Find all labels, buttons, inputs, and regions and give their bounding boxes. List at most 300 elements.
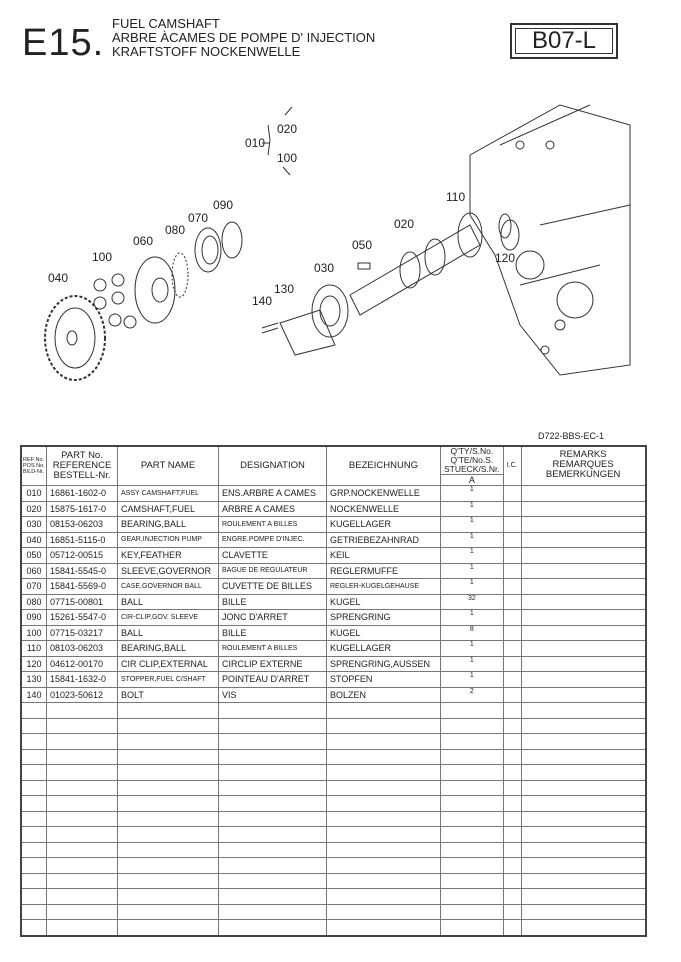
cell-qty: 1 — [441, 610, 504, 626]
cell-ic — [503, 501, 521, 517]
clip-090 — [222, 222, 242, 258]
cell-remarks — [521, 842, 646, 858]
cell-bezeichnung: KUGEL — [327, 594, 441, 610]
cell-part-name — [118, 718, 219, 734]
cell-part-name — [118, 796, 219, 812]
cell-ic — [503, 904, 521, 920]
cell-designation — [219, 920, 327, 936]
cell-ref-no — [21, 703, 47, 719]
cell-remarks — [521, 873, 646, 889]
cell-qty — [441, 873, 504, 889]
cell-qty: 1 — [441, 579, 504, 595]
cell-part-name: BALL — [118, 625, 219, 641]
cell-ref-no — [21, 734, 47, 750]
cell-ref-no — [21, 920, 47, 936]
cell-designation: ROULEMENT A BILLES — [219, 641, 327, 657]
cell-ref-no — [21, 765, 47, 781]
cell-remarks — [521, 749, 646, 765]
cell-part-no — [47, 920, 118, 936]
cell-designation: BILLE — [219, 625, 327, 641]
cell-part-name — [118, 889, 219, 905]
cell-part-name — [118, 765, 219, 781]
callout-100: 100 — [92, 250, 113, 264]
cell-part-name: ASSY CAMSHAFT,FUEL — [118, 486, 219, 502]
cell-ic — [503, 718, 521, 734]
cell-remarks — [521, 827, 646, 843]
cell-qty — [441, 811, 504, 827]
cell-designation: BAGUE DE REGULATEUR — [219, 563, 327, 579]
header-remarks: REMARKS REMARQUES BEMERKUNGEN — [521, 446, 646, 486]
cell-ref-no — [21, 842, 47, 858]
cell-ic — [503, 486, 521, 502]
callout-120: 120 — [495, 251, 516, 265]
cell-ic — [503, 625, 521, 641]
cell-bezeichnung — [327, 796, 441, 812]
cell-part-no — [47, 796, 118, 812]
cell-ref-no: 020 — [21, 501, 47, 517]
empty-table-row — [21, 780, 646, 796]
sleeve-060 — [135, 257, 175, 323]
cell-bezeichnung — [327, 827, 441, 843]
cell-part-no: 15875-1617-0 — [47, 501, 118, 517]
cell-designation — [219, 873, 327, 889]
cell-ref-no — [21, 904, 47, 920]
cell-qty — [441, 749, 504, 765]
cell-remarks — [521, 718, 646, 734]
cell-part-no — [47, 873, 118, 889]
cell-qty: 2 — [441, 687, 504, 703]
cell-designation: ENGRE.POMPE D'INJEC. — [219, 532, 327, 548]
callout-020-top: 020 — [277, 122, 298, 136]
cell-designation — [219, 718, 327, 734]
cell-remarks — [521, 563, 646, 579]
cell-remarks — [521, 641, 646, 657]
cell-remarks — [521, 796, 646, 812]
cell-designation: BILLE — [219, 594, 327, 610]
empty-table-row — [21, 904, 646, 920]
cell-bezeichnung — [327, 858, 441, 874]
cell-qty: 32 — [441, 594, 504, 610]
cell-qty — [441, 765, 504, 781]
drawing-reference: D722-BBS-EC-1 — [538, 431, 605, 441]
cell-ic — [503, 610, 521, 626]
cell-part-name: STOPPER,FUEL C/SHAFT — [118, 672, 219, 688]
cell-ref-no: 140 — [21, 687, 47, 703]
callout-080: 080 — [165, 223, 186, 237]
cell-ref-no — [21, 749, 47, 765]
cell-remarks — [521, 780, 646, 796]
cell-ic — [503, 827, 521, 843]
cell-remarks — [521, 703, 646, 719]
cell-ref-no: 040 — [21, 532, 47, 548]
empty-table-row — [21, 873, 646, 889]
cell-ic — [503, 548, 521, 564]
cell-bezeichnung: GETRIEBEZAHNRAD — [327, 532, 441, 548]
cell-part-name — [118, 858, 219, 874]
cell-designation — [219, 811, 327, 827]
header-qty-column-a: A — [441, 475, 504, 486]
cell-part-no: 15261-5547-0 — [47, 610, 118, 626]
cell-part-name: BALL — [118, 594, 219, 610]
cell-bezeichnung — [327, 765, 441, 781]
cell-ic — [503, 594, 521, 610]
clip-120 — [501, 220, 519, 250]
cell-part-no — [47, 904, 118, 920]
table-row — [21, 625, 646, 641]
cell-part-name — [118, 904, 219, 920]
cell-designation — [219, 858, 327, 874]
table-row — [21, 579, 646, 595]
cell-part-no — [47, 858, 118, 874]
empty-table-row — [21, 827, 646, 843]
callout-060: 060 — [133, 234, 154, 248]
cell-remarks — [521, 656, 646, 672]
cell-ref-no: 030 — [21, 517, 47, 533]
cell-remarks — [521, 734, 646, 750]
cell-ref-no: 070 — [21, 579, 47, 595]
table-row — [21, 563, 646, 579]
cell-part-no — [47, 811, 118, 827]
cell-remarks — [521, 594, 646, 610]
cell-qty: 1 — [441, 656, 504, 672]
cell-qty — [441, 920, 504, 936]
cell-ref-no: 090 — [21, 610, 47, 626]
table-row — [21, 687, 646, 703]
cell-bezeichnung — [327, 780, 441, 796]
page-code-box: B07-L — [510, 23, 618, 59]
empty-table-row — [21, 796, 646, 812]
title-en: FUEL CAMSHAFT — [112, 16, 220, 31]
cell-qty — [441, 734, 504, 750]
cell-designation — [219, 889, 327, 905]
cell-remarks — [521, 765, 646, 781]
cell-part-name — [118, 827, 219, 843]
cell-qty: 1 — [441, 563, 504, 579]
empty-table-row — [21, 703, 646, 719]
cell-bezeichnung: REGLER-KUGELGEHAUSE — [327, 579, 441, 595]
cell-remarks — [521, 486, 646, 502]
title-fr: ARBRE ÀCAMES DE POMPE D' INJECTION — [112, 30, 376, 45]
table-row — [21, 532, 646, 548]
cell-ref-no — [21, 873, 47, 889]
engine-block — [470, 105, 630, 375]
parts-table — [20, 445, 647, 937]
cell-remarks — [521, 532, 646, 548]
callout-010: 010 — [245, 136, 266, 150]
cell-part-no — [47, 765, 118, 781]
cell-ref-no: 050 — [21, 548, 47, 564]
cell-bezeichnung — [327, 889, 441, 905]
cell-ref-no — [21, 796, 47, 812]
empty-table-row — [21, 749, 646, 765]
callout-090: 090 — [213, 198, 234, 212]
empty-table-row — [21, 920, 646, 936]
table-row — [21, 672, 646, 688]
section-titles — [112, 17, 375, 59]
cell-part-name — [118, 780, 219, 796]
cell-qty: 1 — [441, 486, 504, 502]
cell-bezeichnung: KUGELLAGER — [327, 641, 441, 657]
cell-bezeichnung — [327, 734, 441, 750]
cell-ref-no: 120 — [21, 656, 47, 672]
cell-part-name — [118, 749, 219, 765]
cell-ref-no — [21, 889, 47, 905]
cell-part-no — [47, 734, 118, 750]
cell-designation — [219, 780, 327, 796]
cell-part-no: 07715-00801 — [47, 594, 118, 610]
cell-part-name: BOLT — [118, 687, 219, 703]
cell-ic — [503, 579, 521, 595]
cell-ref-no — [21, 858, 47, 874]
cell-designation: CIRCLIP EXTERNE — [219, 656, 327, 672]
cell-ref-no: 010 — [21, 486, 47, 502]
table-row — [21, 641, 646, 657]
cell-designation: ARBRE A CAMES — [219, 501, 327, 517]
cell-remarks — [521, 889, 646, 905]
gear-040 — [45, 296, 105, 380]
cell-bezeichnung: KUGELLAGER — [327, 517, 441, 533]
cell-ic — [503, 796, 521, 812]
empty-table-row — [21, 858, 646, 874]
cell-part-no: 08103-06203 — [47, 641, 118, 657]
cell-ic — [503, 858, 521, 874]
cell-part-name: KEY,FEATHER — [118, 548, 219, 564]
cell-designation — [219, 734, 327, 750]
header-qty: Q'TY/S.No. Q'TE/No.S. STUECK/S.Nr. — [441, 446, 504, 475]
cell-ic — [503, 703, 521, 719]
cell-bezeichnung — [327, 904, 441, 920]
cell-ref-no — [21, 811, 47, 827]
cell-qty — [441, 703, 504, 719]
cell-ic — [503, 656, 521, 672]
cell-ic — [503, 517, 521, 533]
empty-table-row — [21, 718, 646, 734]
cell-ref-no — [21, 780, 47, 796]
cell-bezeichnung — [327, 873, 441, 889]
cell-part-no — [47, 703, 118, 719]
cell-remarks — [521, 548, 646, 564]
cell-part-name: CIR CLIP,EXTERNAL — [118, 656, 219, 672]
section-code: E15. — [22, 22, 105, 64]
cell-remarks — [521, 625, 646, 641]
callout-040: 040 — [48, 271, 69, 285]
cell-part-name: SLEEVE,GOVERNOR — [118, 563, 219, 579]
cell-ref-no: 080 — [21, 594, 47, 610]
empty-table-row — [21, 842, 646, 858]
key-050 — [358, 263, 370, 269]
cell-part-name — [118, 734, 219, 750]
empty-table-row — [21, 765, 646, 781]
callout-130: 130 — [274, 282, 295, 296]
cell-part-name — [118, 842, 219, 858]
header-part-name: PART NAME — [118, 446, 219, 486]
cell-ic — [503, 672, 521, 688]
callout-110: 110 — [446, 190, 466, 204]
cell-remarks — [521, 858, 646, 874]
table-row — [21, 517, 646, 533]
cell-qty — [441, 780, 504, 796]
header-ic: I.C. — [503, 446, 521, 486]
header-bezeichnung: BEZEICHNUNG — [327, 446, 441, 486]
callout-070: 070 — [188, 211, 209, 225]
case-070 — [195, 228, 221, 272]
cell-bezeichnung — [327, 749, 441, 765]
cell-remarks — [521, 672, 646, 688]
cell-remarks — [521, 811, 646, 827]
cell-designation: JONC D'ARRET — [219, 610, 327, 626]
cell-remarks — [521, 501, 646, 517]
cell-remarks — [521, 579, 646, 595]
cell-bezeichnung: KEIL — [327, 548, 441, 564]
cell-bezeichnung: SPRENGRING — [327, 610, 441, 626]
cell-part-no — [47, 749, 118, 765]
cell-part-name — [118, 873, 219, 889]
cell-designation — [219, 827, 327, 843]
cell-remarks — [521, 687, 646, 703]
callout-030: 030 — [314, 261, 335, 275]
cell-designation: ENS.ARBRE A CAMES — [219, 486, 327, 502]
cell-ic — [503, 687, 521, 703]
balls-100 — [94, 274, 136, 328]
cell-ic — [503, 563, 521, 579]
cell-bezeichnung: KUGEL — [327, 625, 441, 641]
cell-part-no: 15841-5569-0 — [47, 579, 118, 595]
cell-part-name — [118, 811, 219, 827]
cell-qty — [441, 904, 504, 920]
cell-bezeichnung: GRP.NOCKENWELLE — [327, 486, 441, 502]
cell-ic — [503, 532, 521, 548]
cell-qty: 1 — [441, 672, 504, 688]
cell-designation: VIS — [219, 687, 327, 703]
cell-ic — [503, 734, 521, 750]
cell-designation — [219, 765, 327, 781]
cell-designation — [219, 749, 327, 765]
table-row — [21, 501, 646, 517]
cell-qty — [441, 889, 504, 905]
cell-qty — [441, 842, 504, 858]
cell-part-no — [47, 780, 118, 796]
cell-qty: 1 — [441, 501, 504, 517]
cell-part-no: 04612-00170 — [47, 656, 118, 672]
cell-qty — [441, 796, 504, 812]
cell-bezeichnung: NOCKENWELLE — [327, 501, 441, 517]
cell-part-no — [47, 889, 118, 905]
cell-ic — [503, 641, 521, 657]
table-row — [21, 594, 646, 610]
table-row — [21, 486, 646, 502]
cell-bezeichnung — [327, 920, 441, 936]
empty-table-row — [21, 889, 646, 905]
cell-designation: ROULEMENT A BILLES — [219, 517, 327, 533]
header-ref-no: REF No. POS No. BILD-Nr. — [21, 446, 47, 486]
cell-designation — [219, 904, 327, 920]
cell-part-no: 07715-03217 — [47, 625, 118, 641]
cell-ref-no: 110 — [21, 641, 47, 657]
cell-bezeichnung: SPRENGRING,AUSSEN — [327, 656, 441, 672]
cell-part-name — [118, 703, 219, 719]
cell-part-name: GEAR,INJECTION PUMP — [118, 532, 219, 548]
cell-ic — [503, 873, 521, 889]
cell-part-no — [47, 827, 118, 843]
cell-remarks — [521, 610, 646, 626]
cell-ic — [503, 842, 521, 858]
empty-table-row — [21, 734, 646, 750]
cell-bezeichnung — [327, 703, 441, 719]
cell-designation — [219, 842, 327, 858]
cell-ic — [503, 780, 521, 796]
empty-table-row — [21, 811, 646, 827]
camshaft — [350, 213, 511, 315]
cell-qty: 1 — [441, 517, 504, 533]
cell-designation: POINTEAU D'ARRET — [219, 672, 327, 688]
cell-part-no: 15841-1632-0 — [47, 672, 118, 688]
cell-qty — [441, 718, 504, 734]
cell-part-no: 08153-06203 — [47, 517, 118, 533]
callout-050: 050 — [352, 238, 373, 252]
cell-bezeichnung — [327, 811, 441, 827]
cell-part-name: CAMSHAFT,FUEL — [118, 501, 219, 517]
cell-part-no: 15841-5545-0 — [47, 563, 118, 579]
cell-qty — [441, 858, 504, 874]
table-row — [21, 656, 646, 672]
cell-remarks — [521, 904, 646, 920]
cell-ic — [503, 765, 521, 781]
cell-ic — [503, 749, 521, 765]
cell-designation — [219, 703, 327, 719]
cell-ref-no: 060 — [21, 563, 47, 579]
cell-part-name — [118, 920, 219, 936]
cell-designation: CUVETTE DE BILLES — [219, 579, 327, 595]
cell-part-no — [47, 718, 118, 734]
cell-qty: 8 — [441, 625, 504, 641]
cell-bezeichnung: REGLERMUFFE — [327, 563, 441, 579]
table-row — [21, 610, 646, 626]
cell-ic — [503, 811, 521, 827]
cell-bezeichnung: BOLZEN — [327, 687, 441, 703]
header-designation: DESIGNATION — [219, 446, 327, 486]
cell-part-name: CIR-CLIP,GOV. SLEEVE — [118, 610, 219, 626]
cell-ref-no — [21, 718, 47, 734]
callout-100-top: 100 — [277, 151, 298, 165]
cell-part-no: 05712-00515 — [47, 548, 118, 564]
cell-bezeichnung — [327, 842, 441, 858]
cell-ref-no: 130 — [21, 672, 47, 688]
header-part-no: PART No. REFERENCE BESTELL-Nr. — [47, 446, 118, 486]
cell-remarks — [521, 517, 646, 533]
cell-qty: 1 — [441, 532, 504, 548]
cell-part-no: 16851-5115-0 — [47, 532, 118, 548]
cell-part-no: 16861-1602-0 — [47, 486, 118, 502]
cell-ref-no: 100 — [21, 625, 47, 641]
cell-ref-no — [21, 827, 47, 843]
cell-part-name: BEARING,BALL — [118, 641, 219, 657]
stopper-130 — [262, 310, 335, 355]
balls-080 — [172, 253, 188, 297]
cell-ic — [503, 889, 521, 905]
cell-part-no: 01023-50612 — [47, 687, 118, 703]
cell-designation — [219, 796, 327, 812]
cell-bezeichnung: STOPFEN — [327, 672, 441, 688]
cell-qty: 1 — [441, 548, 504, 564]
cell-qty: 1 — [441, 641, 504, 657]
callouts — [48, 122, 515, 308]
title-de: KRAFTSTOFF NOCKENWELLE — [112, 44, 301, 59]
cell-part-name: BEARING,BALL — [118, 517, 219, 533]
callout-020: 020 — [394, 217, 415, 231]
cell-designation: CLAVETTE — [219, 548, 327, 564]
cell-bezeichnung — [327, 718, 441, 734]
cell-remarks — [521, 920, 646, 936]
